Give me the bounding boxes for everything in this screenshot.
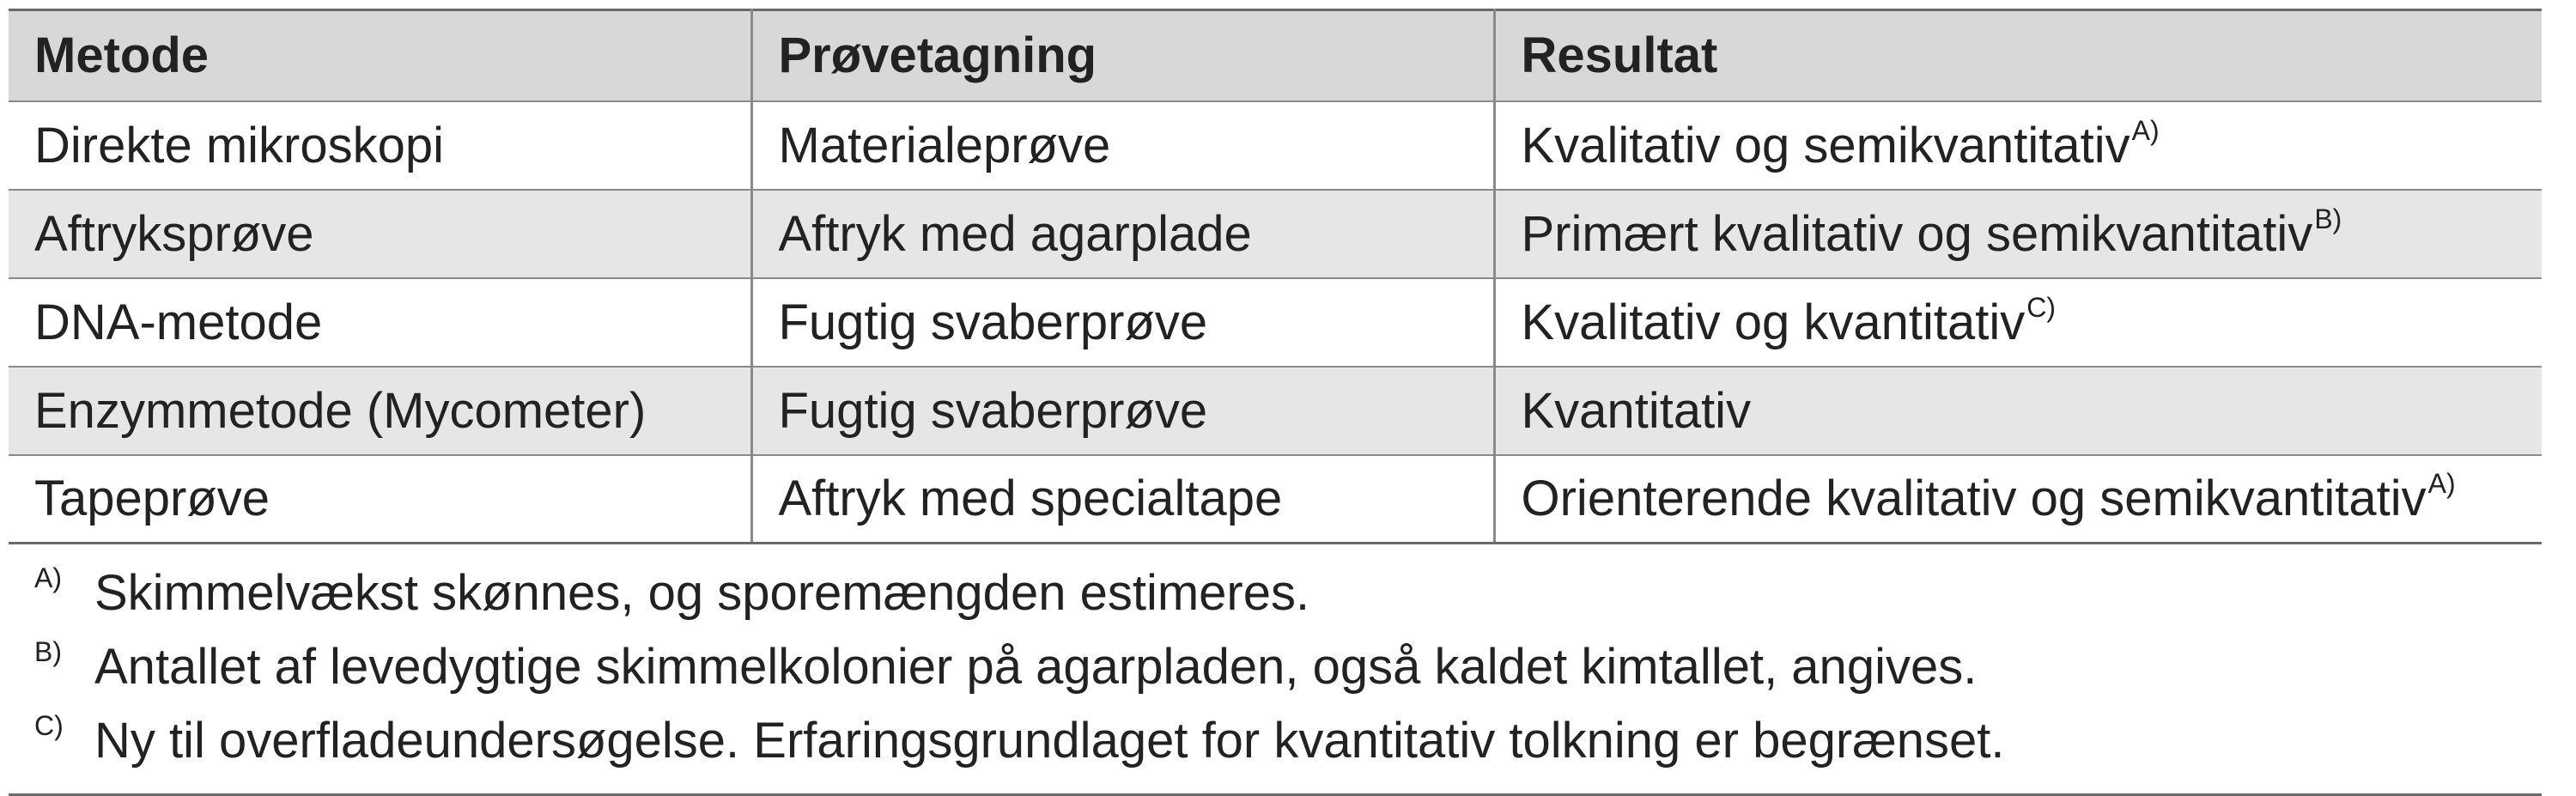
footnote-item (34, 630, 2542, 704)
footnote-text: Antallet af levedygtige skimmelkolonier på agarpladen, også kaldet kimtallet, angives. (94, 639, 1978, 695)
cell-metode: Enzymmetode (Mycometer) (9, 367, 751, 455)
footnote-reference: A) (2427, 468, 2456, 500)
table-header-row (9, 10, 2542, 101)
footnote-mark: B) (34, 636, 62, 667)
cell-resultat (1494, 455, 2542, 544)
table-row (9, 190, 2542, 278)
table-row (9, 455, 2542, 544)
cell-metode: Aftryksprøve (9, 190, 751, 278)
cell-resultat (1494, 367, 2542, 455)
table-row (9, 278, 2542, 367)
methods-table-container (9, 9, 2542, 796)
header-provetagning: Prøvetagning (751, 10, 1494, 101)
cell-metode: DNA-metode (9, 278, 751, 367)
cell-resultat (1494, 278, 2542, 367)
footnotes (9, 556, 2542, 796)
cell-provetagning: Aftryk med specialtape (751, 455, 1494, 544)
footnote-mark: C) (34, 710, 64, 741)
footnote-reference: B) (2314, 203, 2342, 234)
footnote-item (34, 704, 2542, 778)
cell-provetagning: Fugtig svaberprøve (751, 278, 1494, 367)
cell-provetagning: Materialeprøve (751, 101, 1494, 190)
cell-resultat (1494, 101, 2542, 190)
cell-resultat (1494, 190, 2542, 278)
cell-provetagning: Fugtig svaberprøve (751, 367, 1494, 455)
header-resultat: Resultat (1494, 10, 2542, 101)
resultat-text: Orienterende kvalitativ og semikvantitativ (1521, 471, 2427, 527)
table-row (9, 367, 2542, 455)
resultat-text: Kvalitativ og semikvantitativ (1521, 117, 2130, 173)
table-row (9, 101, 2542, 190)
resultat-text: Kvalitativ og kvantitativ (1521, 294, 2026, 350)
cell-metode: Tapeprøve (9, 455, 751, 544)
resultat-text: Kvantitativ (1521, 382, 1752, 439)
methods-table (9, 9, 2542, 544)
footnote-reference: A) (2131, 114, 2160, 146)
footnote-mark: A) (34, 562, 62, 593)
footnote-reference: C) (2026, 291, 2056, 323)
header-metode: Metode (9, 10, 751, 101)
footnote-text: Ny til overfladeundersøgelse. Erfaringsgrundlaget for kvantitativ tolkning er begrænset. (94, 713, 2005, 769)
resultat-text: Primært kvalitativ og semikvantitativ (1521, 205, 2313, 262)
cell-provetagning: Aftryk med agarplade (751, 190, 1494, 278)
cell-metode: Direkte mikroskopi (9, 101, 751, 190)
footnote-item (34, 556, 2542, 630)
footnote-text: Skimmelvækst skønnes, og sporemængden estimeres. (94, 565, 1310, 621)
